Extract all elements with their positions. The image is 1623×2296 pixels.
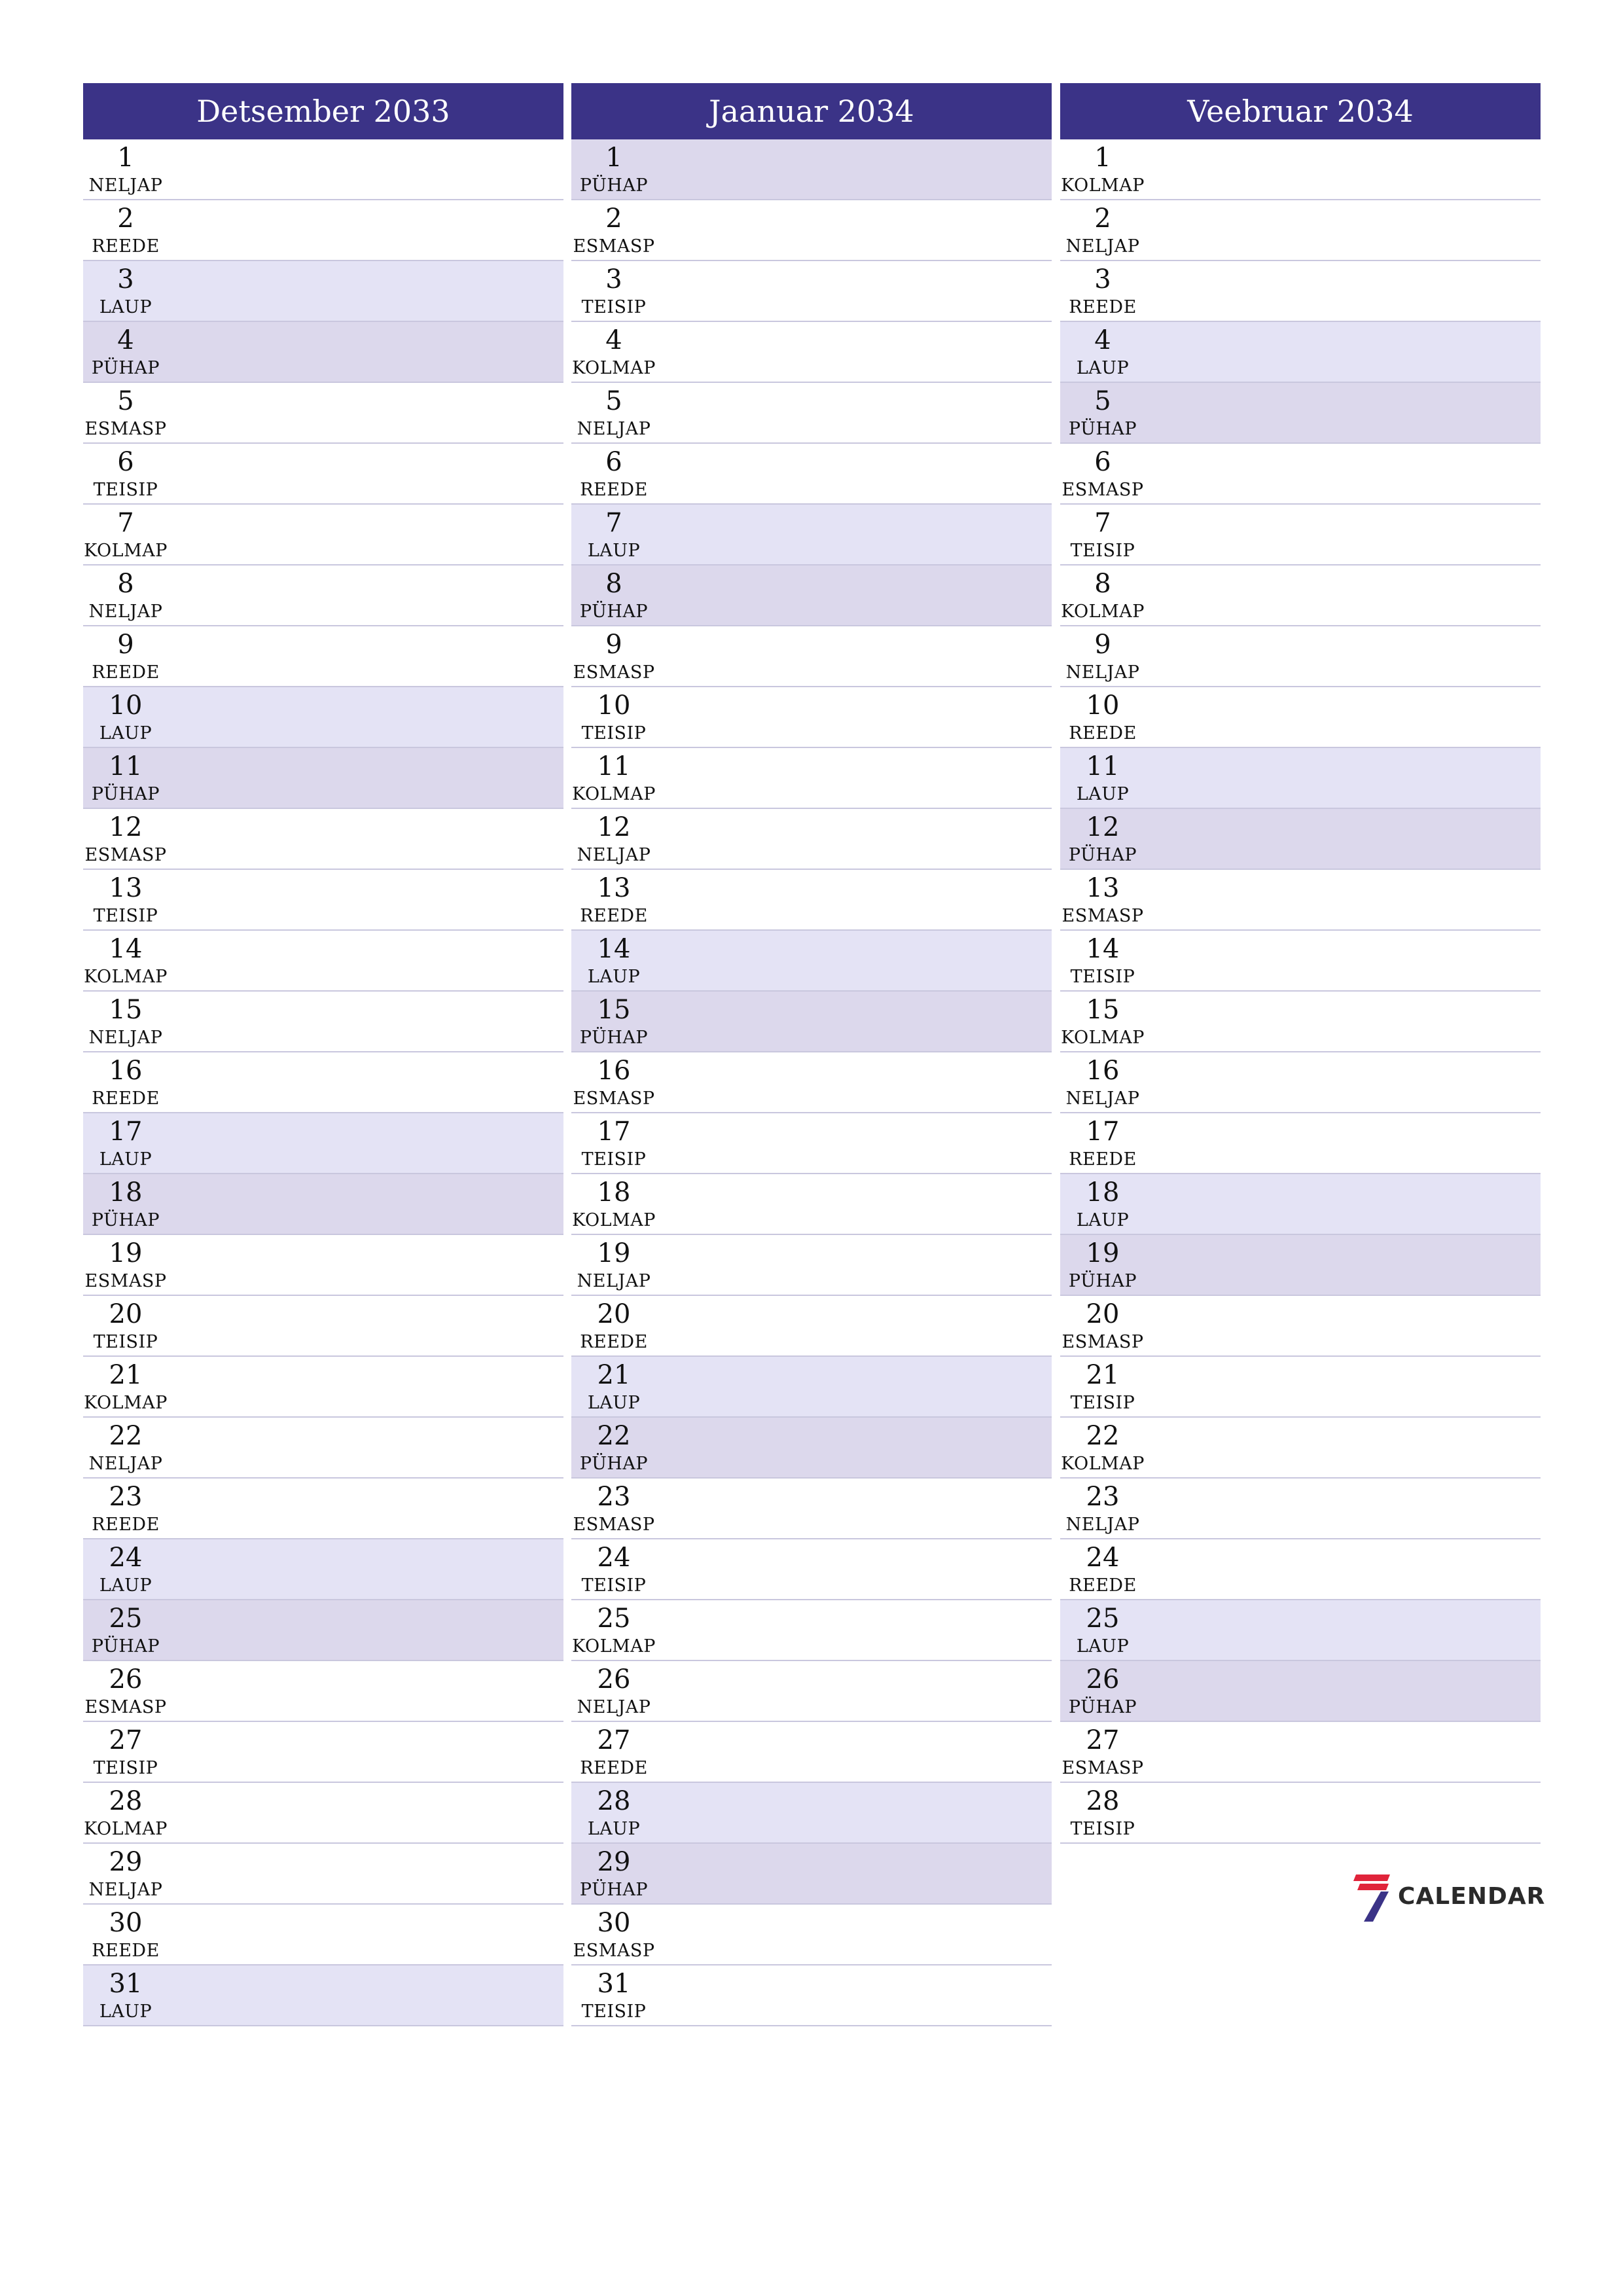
weekday-name: LAUP <box>1076 784 1130 804</box>
day-number: 12 <box>597 812 631 842</box>
day-row <box>83 1052 563 1113</box>
day-number: 29 <box>109 1847 143 1877</box>
day-row <box>83 1965 563 2026</box>
day-number: 9 <box>605 630 622 660</box>
weekday-name: ESMASP <box>1061 1758 1144 1778</box>
weekday-name: TEISIP <box>93 480 158 500</box>
weekday-name: REEDE <box>580 1332 648 1352</box>
weekday-name: TEISIP <box>93 1758 158 1778</box>
day-row <box>571 1722 1052 1783</box>
day-number: 10 <box>597 691 631 721</box>
day-number: 13 <box>1086 873 1120 903</box>
weekday-name: PÜHAP <box>1068 1697 1137 1717</box>
weekday-name: ESMASP <box>84 845 167 865</box>
day-row <box>83 687 563 748</box>
day-row <box>1060 139 1541 200</box>
weekday-name: ESMASP <box>1061 1332 1144 1352</box>
day-number: 14 <box>597 934 631 964</box>
day-row <box>83 1844 563 1905</box>
day-row <box>571 687 1052 748</box>
logo-text: CALENDAR <box>1398 1883 1546 1910</box>
weekday-name: TEISIP <box>93 1332 158 1352</box>
day-row <box>83 383 563 444</box>
day-row <box>1060 748 1541 809</box>
day-number: 8 <box>1094 569 1111 599</box>
weekday-name: LAUP <box>99 1575 152 1596</box>
day-row <box>1060 200 1541 261</box>
weekday-name: ESMASP <box>84 1697 167 1717</box>
day-row <box>1060 565 1541 626</box>
weekday-name: REEDE <box>92 1088 160 1109</box>
weekday-name: PÜHAP <box>91 784 160 804</box>
day-number: 2 <box>605 204 622 234</box>
day-number: 18 <box>109 1177 143 1208</box>
weekday-name: REEDE <box>1069 297 1137 317</box>
day-number: 13 <box>109 873 143 903</box>
day-row <box>83 1600 563 1661</box>
day-number: 12 <box>109 812 143 842</box>
month-title: Veebruar 2034 <box>1060 83 1541 139</box>
weekday-name: NELJAP <box>577 1697 651 1717</box>
day-row <box>1060 1357 1541 1418</box>
day-number: 8 <box>117 569 134 599</box>
weekday-name: PÜHAP <box>1068 419 1137 439</box>
day-row <box>83 1113 563 1174</box>
day-number: 24 <box>1086 1543 1120 1573</box>
weekday-name: KOLMAP <box>1061 1454 1145 1474</box>
day-row <box>1060 687 1541 748</box>
weekday-name: REEDE <box>92 236 160 257</box>
weekday-name: REEDE <box>580 906 648 926</box>
day-number: 26 <box>1086 1664 1120 1695</box>
weekday-name: ESMASP <box>84 1271 167 1291</box>
day-row <box>1060 1722 1541 1783</box>
day-number: 15 <box>597 995 631 1025</box>
day-number: 27 <box>109 1725 143 1755</box>
day-number: 20 <box>1086 1299 1120 1329</box>
weekday-name: PÜHAP <box>579 1880 649 1900</box>
weekday-name: ESMASP <box>84 419 167 439</box>
day-row <box>571 1600 1052 1661</box>
day-number: 9 <box>1094 630 1111 660</box>
day-row <box>83 139 563 200</box>
weekday-name: LAUP <box>99 297 152 317</box>
day-row <box>571 383 1052 444</box>
weekday-name: PÜHAP <box>579 1028 649 1048</box>
day-row <box>571 1965 1052 2026</box>
weekday-name: LAUP <box>1076 1210 1130 1230</box>
day-number: 18 <box>1086 1177 1120 1208</box>
day-number: 21 <box>1086 1360 1120 1390</box>
weekday-name: NELJAP <box>1065 662 1140 683</box>
day-row <box>1060 809 1541 870</box>
day-row <box>1060 1296 1541 1357</box>
day-row <box>83 931 563 992</box>
day-number: 19 <box>597 1238 631 1268</box>
day-row <box>1060 1235 1541 1296</box>
day-number: 21 <box>109 1360 143 1390</box>
day-number: 31 <box>597 1969 631 1999</box>
day-row <box>571 1052 1052 1113</box>
day-number: 4 <box>1094 325 1111 355</box>
weekday-name: KOLMAP <box>572 1210 656 1230</box>
day-row <box>83 748 563 809</box>
day-row <box>571 626 1052 687</box>
weekday-name: ESMASP <box>573 1515 655 1535</box>
day-number: 30 <box>109 1908 143 1938</box>
day-row <box>1060 261 1541 322</box>
day-number: 25 <box>597 1604 631 1634</box>
day-number: 14 <box>109 934 143 964</box>
day-row <box>83 261 563 322</box>
weekday-name: LAUP <box>587 1393 641 1413</box>
day-row <box>571 1235 1052 1296</box>
weekday-name: PÜHAP <box>91 1636 160 1657</box>
day-row <box>1060 1052 1541 1113</box>
day-row <box>571 565 1052 626</box>
weekday-name: KOLMAP <box>1061 175 1145 196</box>
weekday-name: NELJAP <box>88 175 163 196</box>
day-number: 26 <box>109 1664 143 1695</box>
day-number: 23 <box>1086 1482 1120 1512</box>
weekday-name: NELJAP <box>577 845 651 865</box>
day-row <box>83 626 563 687</box>
day-row <box>83 870 563 931</box>
day-row <box>571 1539 1052 1600</box>
day-number: 24 <box>597 1543 631 1573</box>
weekday-name: NELJAP <box>88 1028 163 1048</box>
weekday-name: KOLMAP <box>84 541 168 561</box>
day-row <box>571 1479 1052 1539</box>
day-row <box>571 1418 1052 1479</box>
day-number: 18 <box>597 1177 631 1208</box>
day-number: 7 <box>1094 508 1111 538</box>
weekday-name: KOLMAP <box>84 1393 168 1413</box>
weekday-name: TEISIP <box>581 2001 647 2022</box>
day-row <box>1060 383 1541 444</box>
day-number: 13 <box>597 873 631 903</box>
day-row <box>1060 1783 1541 1844</box>
day-number: 31 <box>109 1969 143 1999</box>
day-row <box>83 1357 563 1418</box>
day-row <box>1060 1661 1541 1722</box>
day-number: 1 <box>1094 143 1111 173</box>
day-row <box>571 1783 1052 1844</box>
day-number: 25 <box>109 1604 143 1634</box>
day-row <box>83 992 563 1052</box>
day-row <box>571 200 1052 261</box>
weekday-name: PÜHAP <box>579 1454 649 1474</box>
day-row <box>83 1539 563 1600</box>
day-row <box>83 1174 563 1235</box>
weekday-name: REEDE <box>580 1758 648 1778</box>
day-number: 10 <box>1086 691 1120 721</box>
weekday-name: KOLMAP <box>1061 601 1145 622</box>
weekday-name: ESMASP <box>573 1088 655 1109</box>
weekday-name: REEDE <box>580 480 648 500</box>
day-number: 28 <box>109 1786 143 1816</box>
day-number: 22 <box>597 1421 631 1451</box>
weekday-name: TEISIP <box>581 1575 647 1596</box>
month-title: Detsember 2033 <box>83 83 563 139</box>
weekday-name: PÜHAP <box>579 175 649 196</box>
day-number: 3 <box>1094 264 1111 295</box>
day-list <box>83 139 563 2026</box>
day-row <box>83 444 563 505</box>
weekday-name: KOLMAP <box>572 1636 656 1657</box>
day-number: 17 <box>1086 1117 1120 1147</box>
day-number: 17 <box>597 1117 631 1147</box>
day-row <box>571 1174 1052 1235</box>
weekday-name: NELJAP <box>1065 1088 1140 1109</box>
month-column-january-2034 <box>571 83 1052 2026</box>
day-number: 30 <box>597 1908 631 1938</box>
day-number: 16 <box>109 1056 143 1086</box>
day-row <box>571 139 1052 200</box>
weekday-name: LAUP <box>99 2001 152 2022</box>
day-number: 5 <box>605 386 622 416</box>
weekday-name: NELJAP <box>88 601 163 622</box>
day-row <box>1060 1539 1541 1600</box>
day-number: 11 <box>597 751 631 781</box>
day-number: 20 <box>597 1299 631 1329</box>
seven-logo-icon <box>1351 1872 1393 1924</box>
weekday-name: LAUP <box>587 541 641 561</box>
day-number: 22 <box>1086 1421 1120 1451</box>
day-row <box>83 1722 563 1783</box>
day-number: 16 <box>1086 1056 1120 1086</box>
day-number: 10 <box>109 691 143 721</box>
day-row <box>571 505 1052 565</box>
month-column-february-2034 <box>1060 83 1541 1844</box>
day-row <box>1060 1600 1541 1661</box>
day-number: 2 <box>1094 204 1111 234</box>
day-row <box>1060 992 1541 1052</box>
weekday-name: LAUP <box>587 967 641 987</box>
day-number: 19 <box>109 1238 143 1268</box>
day-row <box>571 1905 1052 1965</box>
day-row <box>571 261 1052 322</box>
day-number: 5 <box>117 386 134 416</box>
day-list <box>1060 139 1541 1844</box>
day-row <box>83 505 563 565</box>
day-number: 9 <box>117 630 134 660</box>
day-row <box>83 1479 563 1539</box>
day-number: 19 <box>1086 1238 1120 1268</box>
day-row <box>1060 931 1541 992</box>
day-row <box>1060 1174 1541 1235</box>
day-number: 22 <box>109 1421 143 1451</box>
weekday-name: TEISIP <box>581 723 647 744</box>
day-row <box>571 1661 1052 1722</box>
weekday-name: TEISIP <box>581 297 647 317</box>
weekday-name: ESMASP <box>1061 480 1144 500</box>
day-number: 21 <box>597 1360 631 1390</box>
day-number: 27 <box>1086 1725 1120 1755</box>
day-row <box>571 1113 1052 1174</box>
day-number: 28 <box>597 1786 631 1816</box>
day-number: 24 <box>109 1543 143 1573</box>
day-row <box>83 1661 563 1722</box>
day-number: 1 <box>605 143 622 173</box>
day-row <box>571 870 1052 931</box>
day-row <box>83 1418 563 1479</box>
day-row <box>83 1296 563 1357</box>
day-row <box>1060 626 1541 687</box>
day-number: 15 <box>109 995 143 1025</box>
weekday-name: NELJAP <box>577 419 651 439</box>
day-list <box>571 139 1052 2026</box>
weekday-name: TEISIP <box>581 1149 647 1170</box>
day-number: 11 <box>109 751 143 781</box>
month-title: Jaanuar 2034 <box>571 83 1052 139</box>
day-number: 20 <box>109 1299 143 1329</box>
day-row <box>571 1296 1052 1357</box>
weekday-name: LAUP <box>1076 358 1130 378</box>
weekday-name: KOLMAP <box>84 1819 168 1839</box>
day-number: 8 <box>605 569 622 599</box>
day-number: 14 <box>1086 934 1120 964</box>
month-column-december-2033 <box>83 83 563 2026</box>
weekday-name: NELJAP <box>1065 1515 1140 1535</box>
day-number: 1 <box>117 143 134 173</box>
day-number: 3 <box>605 264 622 295</box>
day-row <box>1060 1113 1541 1174</box>
weekday-name: ESMASP <box>573 662 655 683</box>
day-number: 29 <box>597 1847 631 1877</box>
weekday-name: TEISIP <box>1070 1393 1135 1413</box>
day-row <box>571 748 1052 809</box>
day-number: 11 <box>1086 751 1120 781</box>
weekday-name: REEDE <box>1069 1575 1137 1596</box>
day-number: 6 <box>605 447 622 477</box>
day-number: 23 <box>597 1482 631 1512</box>
weekday-name: ESMASP <box>573 1941 655 1961</box>
weekday-name: KOLMAP <box>1061 1028 1145 1048</box>
day-number: 5 <box>1094 386 1111 416</box>
weekday-name: PÜHAP <box>91 358 160 378</box>
weekday-name: REEDE <box>1069 1149 1137 1170</box>
weekday-name: PÜHAP <box>91 1210 160 1230</box>
day-row <box>83 809 563 870</box>
weekday-name: TEISIP <box>1070 541 1135 561</box>
day-number: 6 <box>1094 447 1111 477</box>
weekday-name: LAUP <box>587 1819 641 1839</box>
day-number: 3 <box>117 264 134 295</box>
weekday-name: LAUP <box>1076 1636 1130 1657</box>
weekday-name: TEISIP <box>1070 1819 1135 1839</box>
weekday-name: TEISIP <box>1070 967 1135 987</box>
weekday-name: TEISIP <box>93 906 158 926</box>
day-row <box>1060 1479 1541 1539</box>
weekday-name: KOLMAP <box>84 967 168 987</box>
day-row <box>83 1783 563 1844</box>
weekday-name: ESMASP <box>1061 906 1144 926</box>
day-number: 15 <box>1086 995 1120 1025</box>
day-number: 2 <box>117 204 134 234</box>
weekday-name: KOLMAP <box>572 784 656 804</box>
day-number: 12 <box>1086 812 1120 842</box>
weekday-name: LAUP <box>99 1149 152 1170</box>
day-row <box>571 809 1052 870</box>
day-number: 17 <box>109 1117 143 1147</box>
weekday-name: REEDE <box>92 1515 160 1535</box>
weekday-name: NELJAP <box>88 1880 163 1900</box>
weekday-name: LAUP <box>99 723 152 744</box>
weekday-name: NELJAP <box>88 1454 163 1474</box>
day-number: 7 <box>117 508 134 538</box>
weekday-name: KOLMAP <box>572 358 656 378</box>
day-row <box>1060 444 1541 505</box>
weekday-name: PÜHAP <box>579 601 649 622</box>
day-number: 28 <box>1086 1786 1120 1816</box>
day-row <box>83 322 563 383</box>
day-number: 23 <box>109 1482 143 1512</box>
weekday-name: REEDE <box>92 662 160 683</box>
day-number: 16 <box>597 1056 631 1086</box>
weekday-name: REEDE <box>1069 723 1137 744</box>
day-number: 27 <box>597 1725 631 1755</box>
weekday-name: PÜHAP <box>1068 1271 1137 1291</box>
calendar-logo <box>1351 1872 1547 1924</box>
day-row <box>83 200 563 261</box>
day-number: 4 <box>117 325 134 355</box>
day-row <box>83 565 563 626</box>
day-row <box>1060 505 1541 565</box>
weekday-name: NELJAP <box>577 1271 651 1291</box>
weekday-name: ESMASP <box>573 236 655 257</box>
day-row <box>1060 870 1541 931</box>
day-row <box>571 444 1052 505</box>
day-row <box>571 992 1052 1052</box>
day-number: 26 <box>597 1664 631 1695</box>
day-number: 4 <box>605 325 622 355</box>
weekday-name: NELJAP <box>1065 236 1140 257</box>
day-row <box>571 1357 1052 1418</box>
day-row <box>83 1235 563 1296</box>
day-row <box>571 1844 1052 1905</box>
day-number: 25 <box>1086 1604 1120 1634</box>
weekday-name: PÜHAP <box>1068 845 1137 865</box>
day-row <box>1060 322 1541 383</box>
weekday-name: REEDE <box>92 1941 160 1961</box>
day-row <box>571 322 1052 383</box>
day-row <box>83 1905 563 1965</box>
day-number: 7 <box>605 508 622 538</box>
day-row <box>1060 1418 1541 1479</box>
day-row <box>571 931 1052 992</box>
day-number: 6 <box>117 447 134 477</box>
